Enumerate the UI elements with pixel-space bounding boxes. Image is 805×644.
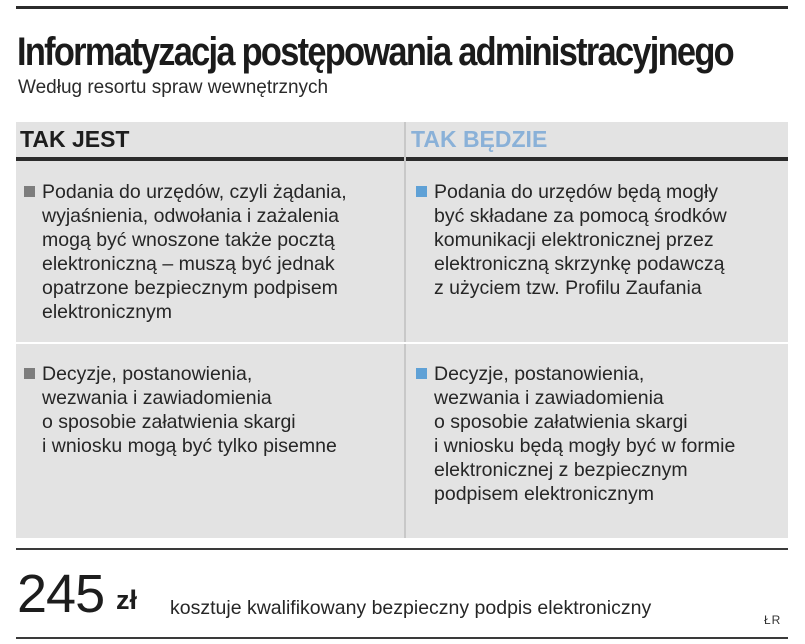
cell-line: być składane za pomocą środków bbox=[434, 205, 727, 227]
gray-square-bullet-icon bbox=[24, 186, 35, 197]
top-rule bbox=[16, 6, 788, 9]
row-divider bbox=[16, 342, 788, 344]
comparison-table bbox=[16, 122, 788, 538]
table-header bbox=[16, 122, 788, 157]
blue-square-bullet-icon bbox=[416, 368, 427, 379]
cell-line: z użyciem tzw. Profilu Zaufania bbox=[434, 277, 702, 299]
cell-line: Podania do urzędów będą mogły bbox=[434, 181, 719, 203]
cell-line: wezwania i zawiadomienia bbox=[434, 387, 664, 409]
cell-line: komunikacji elektronicznej przez bbox=[434, 229, 714, 251]
cell-line: i wniosku mogą być tylko pisemne bbox=[42, 435, 337, 457]
header-rule bbox=[16, 157, 788, 161]
cell-line: Decyzje, postanowienia, bbox=[434, 363, 645, 385]
column-divider bbox=[404, 122, 406, 538]
price-amount: 245 bbox=[17, 564, 105, 624]
cell-line: elektronicznym bbox=[42, 301, 173, 323]
cell-future-decisions bbox=[410, 362, 788, 506]
price-description: kosztuje kwalifikowany bezpieczny podpis elektroniczny bbox=[170, 597, 652, 619]
cell-current-decisions bbox=[18, 362, 402, 458]
blue-square-bullet-icon bbox=[416, 186, 427, 197]
cell-current-applications bbox=[18, 180, 402, 324]
heading-future: TAK BĘDZIE bbox=[411, 126, 548, 152]
cell-line: wyjaśnienia, odwołania i zażalenia bbox=[42, 205, 340, 227]
cell-line: elektronicznej z bezpiecznym bbox=[434, 459, 688, 481]
infographic-subtitle: Według resortu spraw wewnętrznych bbox=[18, 77, 329, 98]
footer-top-rule bbox=[16, 548, 788, 550]
price-currency: zł bbox=[116, 585, 138, 615]
cell-future-applications bbox=[410, 180, 788, 300]
cell-line: o sposobie załatwienia skargi bbox=[434, 411, 688, 433]
gray-square-bullet-icon bbox=[24, 368, 35, 379]
author-credit: ŁR bbox=[764, 613, 782, 627]
cell-line: i wniosku będą mogły być w formie bbox=[434, 435, 736, 457]
cell-line: o sposobie załatwienia skargi bbox=[42, 411, 296, 433]
footer-bottom-rule bbox=[16, 637, 788, 639]
cell-line: podpisem elektronicznym bbox=[434, 483, 655, 505]
cell-line: elektroniczną skrzynkę podawczą bbox=[434, 253, 725, 275]
cell-line: elektroniczną – muszą być jednak bbox=[42, 253, 335, 275]
cell-line: Podania do urzędów, czyli żądania, bbox=[42, 181, 347, 203]
infographic-title: Informatyzacja postępowania administracyjnego bbox=[17, 30, 733, 74]
cell-line: mogą być wnoszone także pocztą bbox=[42, 229, 335, 251]
heading-current: TAK JEST bbox=[20, 126, 130, 152]
cell-line: wezwania i zawiadomienia bbox=[42, 387, 272, 409]
cell-line: Decyzje, postanowienia, bbox=[42, 363, 253, 385]
cell-line: opatrzone bezpiecznym podpisem bbox=[42, 277, 338, 299]
